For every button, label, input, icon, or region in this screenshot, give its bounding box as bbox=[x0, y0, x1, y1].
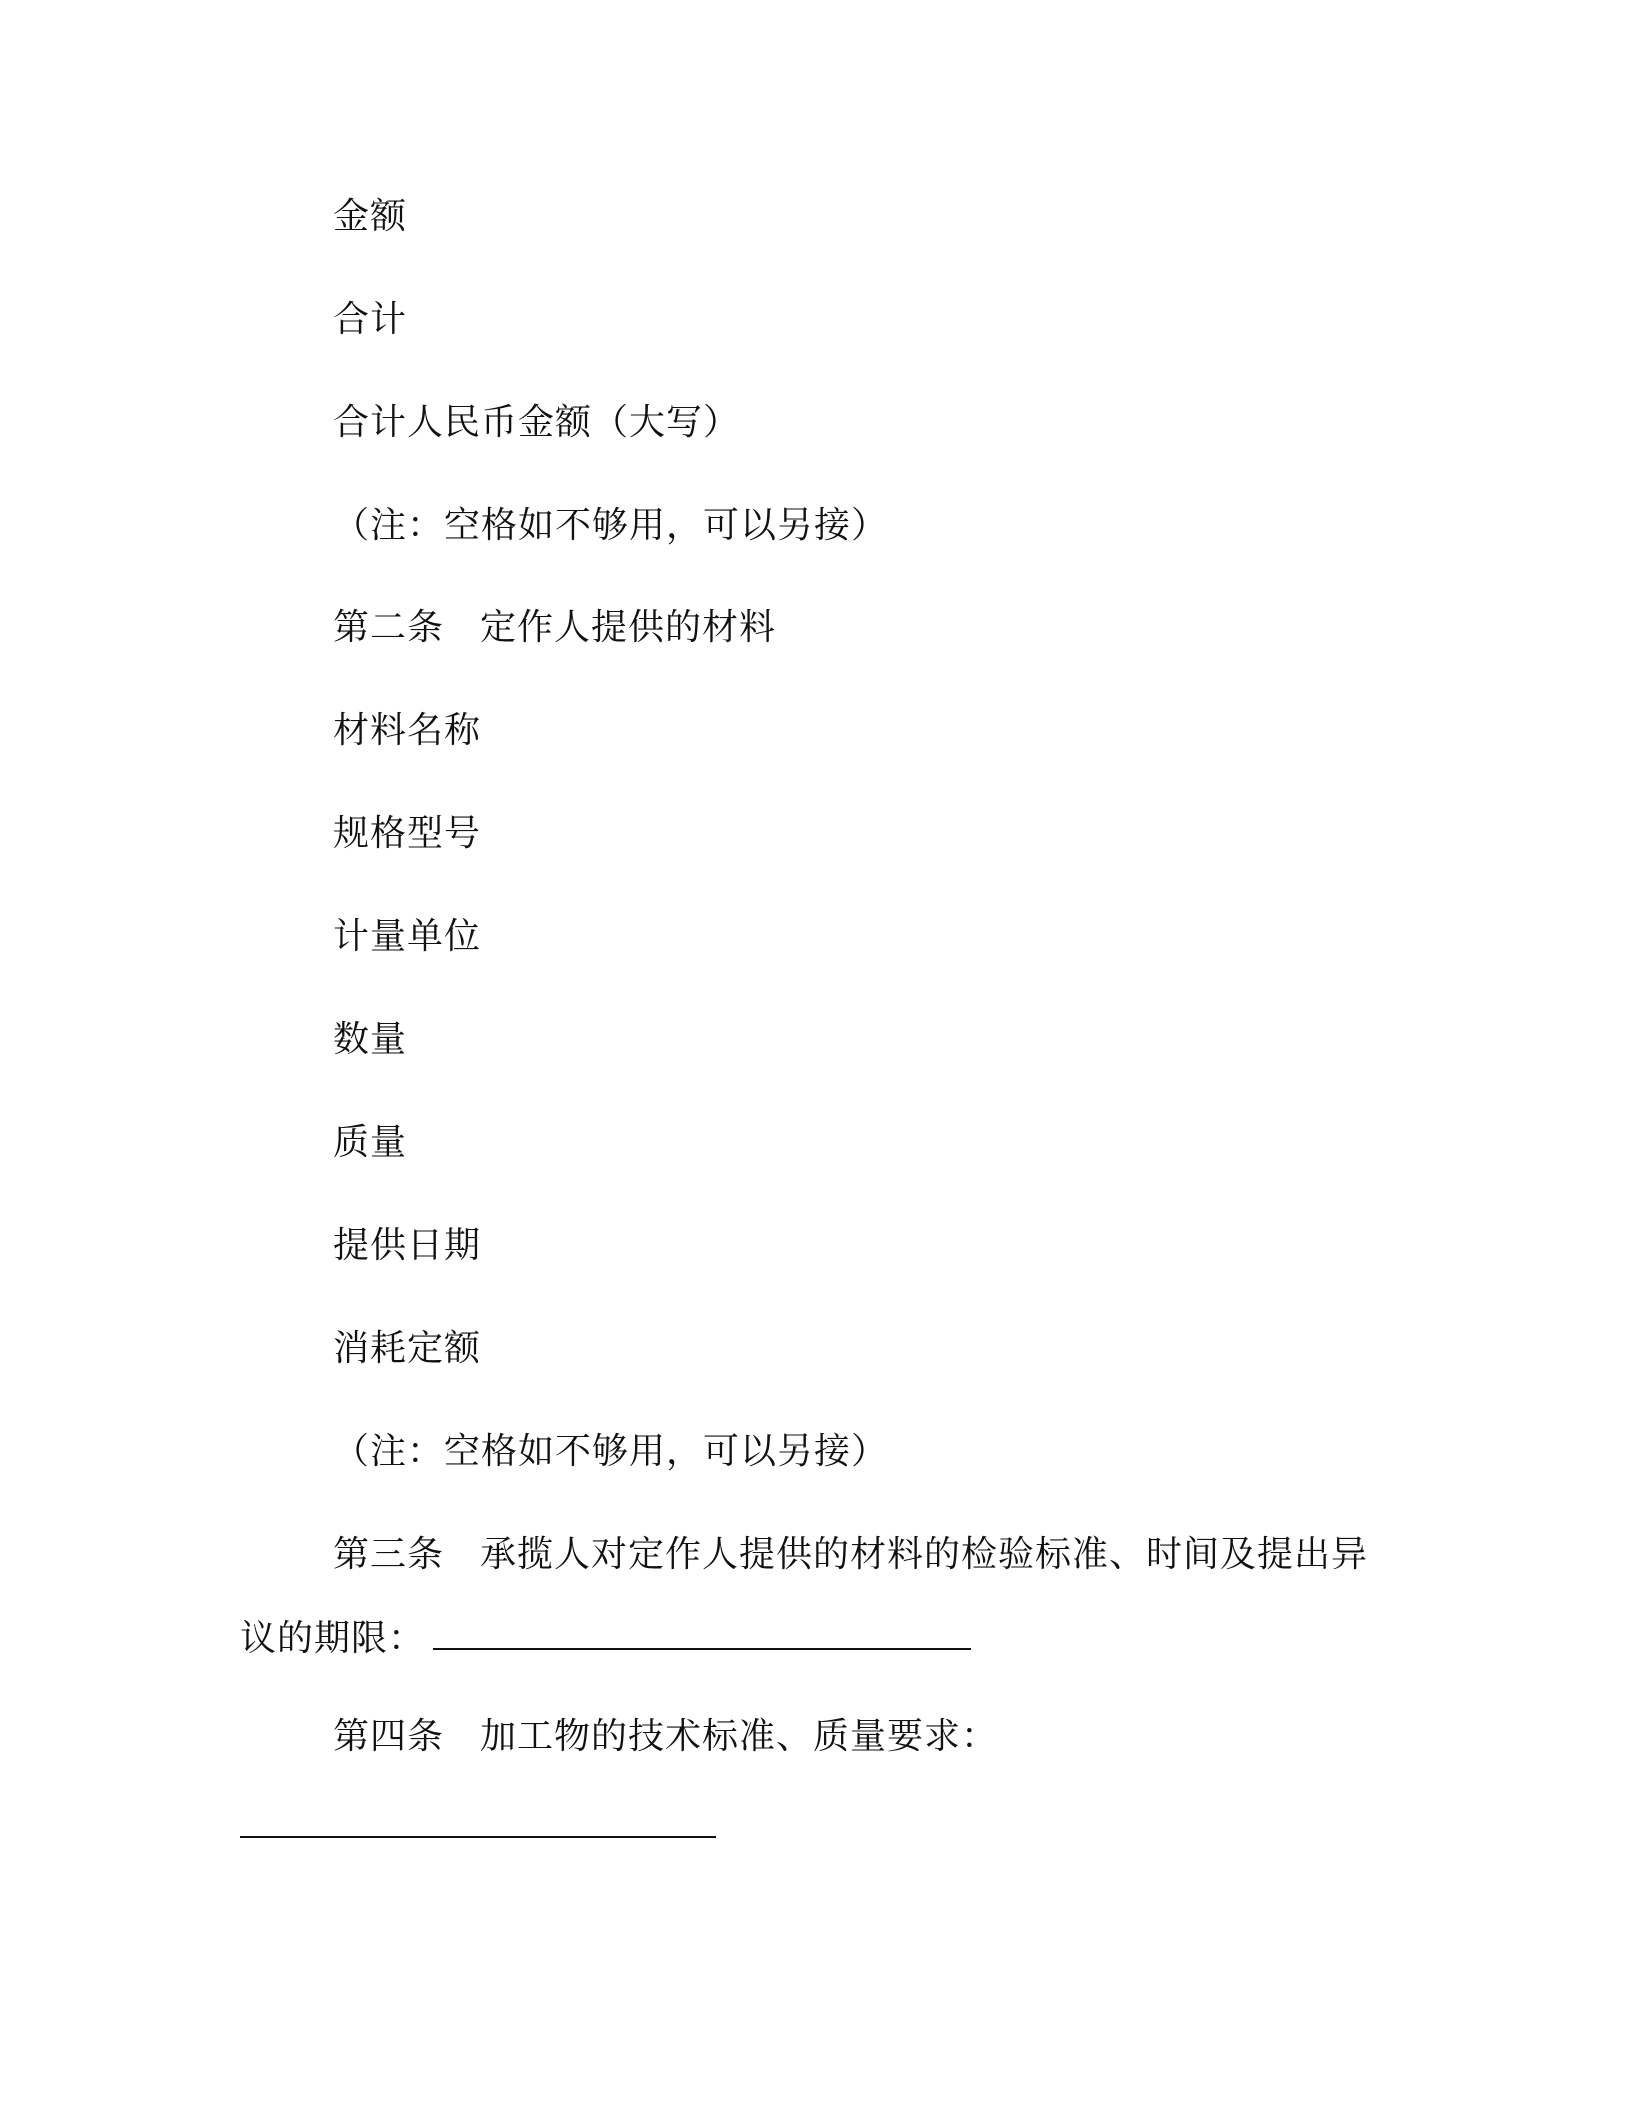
article-3-heading bbox=[333, 1533, 1368, 1577]
line-unit: 计量单位 bbox=[333, 916, 482, 957]
article-4-blank[interactable] bbox=[240, 1806, 716, 1838]
line-supply-date: 提供日期 bbox=[333, 1225, 482, 1266]
article-4-heading bbox=[333, 1715, 998, 1759]
article-3-text: 承揽人对定作人提供的材料的检验标准、时间及提出异 bbox=[480, 1534, 1369, 1575]
article-3-number: 第三条 bbox=[333, 1534, 445, 1575]
article-2-title: 定作人提供的材料 bbox=[480, 607, 777, 648]
line-note-1: （注：空格如不够用，可以另接） bbox=[333, 505, 889, 546]
article-3-deadline-label: 议的期限： bbox=[240, 1618, 426, 1659]
line-consumption-quota: 消耗定额 bbox=[333, 1328, 482, 1369]
line-quality: 质量 bbox=[333, 1122, 408, 1163]
article-3-continuation bbox=[240, 1617, 971, 1661]
line-quantity: 数量 bbox=[333, 1019, 408, 1060]
line-amount: 金额 bbox=[333, 196, 408, 237]
line-total: 合计 bbox=[333, 299, 408, 340]
article-2-heading bbox=[333, 606, 776, 650]
line-total-rmb-uppercase: 合计人民币金额（大写） bbox=[333, 402, 741, 443]
line-material-name: 材料名称 bbox=[333, 710, 482, 751]
line-spec-model: 规格型号 bbox=[333, 813, 482, 854]
line-note-2: （注：空格如不够用，可以另接） bbox=[333, 1431, 889, 1472]
article-4-text: 加工物的技术标准、质量要求： bbox=[480, 1716, 999, 1757]
article-3-blank[interactable] bbox=[433, 1618, 971, 1650]
article-4-continuation bbox=[240, 1805, 716, 1849]
article-2-number: 第二条 bbox=[333, 607, 445, 648]
article-4-number: 第四条 bbox=[333, 1716, 445, 1757]
